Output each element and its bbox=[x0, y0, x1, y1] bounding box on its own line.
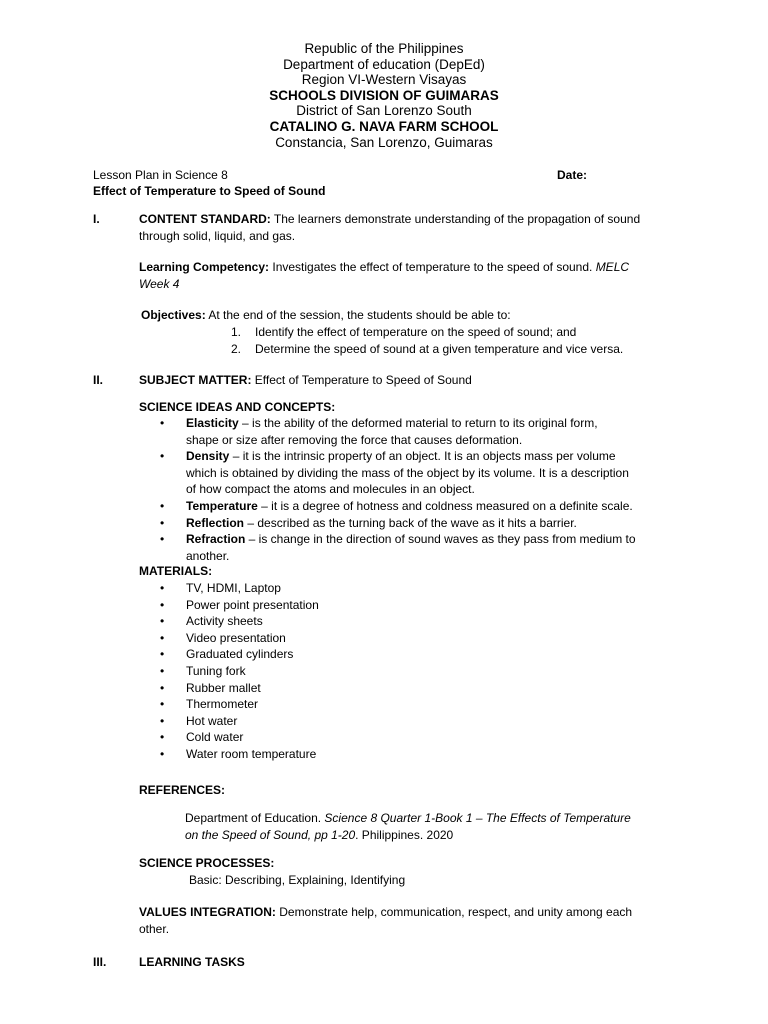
lesson-plan-label: Lesson Plan in Science 8 bbox=[93, 168, 228, 182]
reference-entry bbox=[185, 810, 685, 843]
material-item-label: Video presentation bbox=[186, 630, 286, 645]
material-item-label: Tuning fork bbox=[186, 663, 246, 678]
values-integration bbox=[139, 904, 679, 921]
concept-line: shape or size after removing the force that causes deformation. bbox=[186, 432, 523, 447]
subject-matter bbox=[139, 372, 472, 389]
list-item bbox=[160, 746, 560, 763]
list-item bbox=[160, 663, 560, 680]
concept-text: – it is a degree of hotness and coldness measured on a definite scale. bbox=[257, 498, 633, 513]
objective-item bbox=[231, 324, 576, 341]
section-3-numeral: III. bbox=[93, 955, 107, 969]
bullet-icon: • bbox=[160, 498, 165, 513]
list-item bbox=[160, 531, 680, 564]
materials-list bbox=[160, 580, 560, 763]
reference-tail: . Philippines. 2020 bbox=[355, 827, 454, 842]
learning-competency bbox=[139, 259, 679, 276]
material-item-label: TV, HDMI, Laptop bbox=[186, 581, 281, 595]
concepts-list bbox=[160, 415, 680, 564]
concept-text: – is change in the direction of sound waves as they pass from medium to bbox=[245, 532, 636, 547]
concept-term: Temperature bbox=[186, 498, 258, 513]
objective-text: Identify the effect of temperature on the speed of sound; and bbox=[255, 325, 577, 339]
bullet-icon: • bbox=[160, 630, 165, 645]
list-item bbox=[160, 630, 560, 647]
processes-text: Basic: Describing, Explaining, Identifying bbox=[189, 873, 406, 887]
objective-number: 2. bbox=[231, 342, 242, 356]
concept-line bbox=[186, 498, 680, 515]
bullet-icon: • bbox=[160, 746, 165, 761]
material-item-label: Activity sheets bbox=[186, 614, 263, 629]
concept-line bbox=[186, 448, 680, 465]
objectives-label: Objectives: bbox=[141, 308, 206, 322]
bullet-icon: • bbox=[160, 597, 165, 612]
concept-term: Refraction bbox=[186, 532, 246, 547]
concept-line: of how compact the atoms and molecules in an object. bbox=[186, 482, 475, 497]
content-standard bbox=[139, 211, 679, 228]
list-item bbox=[160, 696, 560, 713]
material-item-label: Power point presentation bbox=[186, 597, 319, 612]
list-item bbox=[160, 597, 560, 614]
competency-week: Week 4 bbox=[139, 277, 180, 291]
concept-line bbox=[186, 415, 680, 432]
header-address: Constancia, San Lorenzo, Guimaras bbox=[275, 134, 493, 150]
date-label: Date: bbox=[557, 168, 588, 182]
list-item bbox=[160, 448, 680, 498]
objective-text: Determine the speed of sound at a given temperature and vice versa. bbox=[255, 342, 624, 356]
processes-heading: SCIENCE PROCESSES: bbox=[139, 856, 275, 870]
references-heading: REFERENCES: bbox=[139, 783, 226, 797]
list-item bbox=[160, 729, 560, 746]
header-division: SCHOOLS DIVISION OF GUIMARAS bbox=[269, 87, 499, 103]
concept-line: which is obtained by dividing the mass of the object by its volume. It is a description bbox=[186, 465, 629, 480]
header-district: District of San Lorenzo South bbox=[296, 103, 472, 119]
reference-line bbox=[185, 810, 685, 827]
material-item-label: Hot water bbox=[186, 713, 238, 728]
subject-matter-label: SUBJECT MATTER: bbox=[139, 373, 252, 387]
concept-text: – it is the intrinsic property of an object. It is an objects mass per volume bbox=[229, 449, 616, 464]
subject-matter-text: Effect of Temperature to Speed of Sound bbox=[251, 373, 472, 387]
learning-tasks-heading: LEARNING TASKS bbox=[139, 955, 245, 969]
concept-text: – is the ability of the deformed material to return to its original form, bbox=[238, 416, 598, 430]
values-label: VALUES INTEGRATION: bbox=[139, 905, 276, 919]
bullet-icon: • bbox=[160, 515, 165, 530]
concept-term: Reflection bbox=[186, 515, 245, 530]
list-item bbox=[160, 415, 680, 448]
material-item-label: Thermometer bbox=[186, 697, 259, 712]
material-item-label: Graduated cylinders bbox=[186, 647, 294, 662]
bullet-icon: • bbox=[160, 730, 165, 745]
bullet-icon: • bbox=[160, 416, 165, 430]
material-item-label: Water room temperature bbox=[186, 746, 317, 761]
bullet-icon: • bbox=[160, 532, 165, 547]
bullet-icon: • bbox=[160, 614, 165, 629]
objective-item bbox=[231, 341, 623, 358]
section-1-numeral: I. bbox=[93, 212, 100, 226]
list-item bbox=[160, 515, 680, 532]
material-item-label: Cold water bbox=[186, 730, 244, 745]
content-standard-text: The learners demonstrate understanding of the propagation of sound bbox=[270, 212, 641, 226]
bullet-icon: • bbox=[160, 713, 165, 728]
bullet-icon: • bbox=[160, 647, 165, 662]
concept-line bbox=[186, 531, 680, 548]
list-item bbox=[160, 646, 560, 663]
values-text-cont: other. bbox=[139, 922, 170, 936]
list-item bbox=[160, 613, 560, 630]
list-item bbox=[160, 498, 680, 515]
competency-label: Learning Competency: bbox=[139, 260, 270, 274]
list-item bbox=[160, 713, 560, 730]
bullet-icon: • bbox=[160, 581, 165, 595]
objectives-text: At the end of the session, the students should be able to: bbox=[205, 308, 511, 322]
materials-heading: MATERIALS: bbox=[139, 564, 213, 578]
content-standard-text-cont: through solid, liquid, and gas. bbox=[139, 229, 296, 243]
header-school: CATALINO G. NAVA FARM SCHOOL bbox=[269, 118, 499, 134]
ideas-heading: SCIENCE IDEAS AND CONCEPTS: bbox=[139, 400, 336, 414]
reference-author: Department of Education. bbox=[185, 811, 325, 825]
concept-term: Density bbox=[186, 449, 230, 464]
material-item-label: Rubber mallet bbox=[186, 680, 261, 695]
competency-text: Investigates the effect of temperature to the speed of sound. bbox=[269, 260, 596, 274]
lesson-topic: Effect of Temperature to Speed of Sound bbox=[93, 184, 326, 198]
header-republic: Republic of the Philippines bbox=[304, 41, 464, 56]
section-2-numeral: II. bbox=[93, 373, 104, 387]
letterhead bbox=[0, 41, 768, 150]
header-department: Department of education (DepEd) bbox=[283, 56, 485, 72]
reference-title-cont: on the Speed of Sound, pp 1-20 bbox=[185, 827, 356, 842]
concept-term: Elasticity bbox=[186, 416, 239, 430]
bullet-icon: • bbox=[160, 663, 165, 678]
content-standard-label: CONTENT STANDARD: bbox=[139, 212, 271, 226]
objective-number: 1. bbox=[231, 325, 242, 339]
concept-line: another. bbox=[186, 548, 230, 563]
list-item bbox=[160, 580, 560, 597]
values-text: Demonstrate help, communication, respect, and unity among each bbox=[275, 905, 633, 919]
bullet-icon: • bbox=[160, 449, 165, 464]
concept-line bbox=[186, 515, 680, 532]
bullet-icon: • bbox=[160, 680, 165, 695]
objectives bbox=[141, 307, 511, 324]
reference-title: Science 8 Quarter 1-Book 1 – The Effects of Temperature bbox=[324, 811, 631, 825]
bullet-icon: • bbox=[160, 697, 165, 712]
header-region: Region VI-Western Visayas bbox=[301, 72, 467, 88]
concept-text: – described as the turning back of the wave as it hits a barrier. bbox=[244, 515, 577, 530]
competency-melc: MELC bbox=[595, 260, 630, 274]
reference-line bbox=[185, 827, 685, 844]
list-item bbox=[160, 680, 560, 697]
